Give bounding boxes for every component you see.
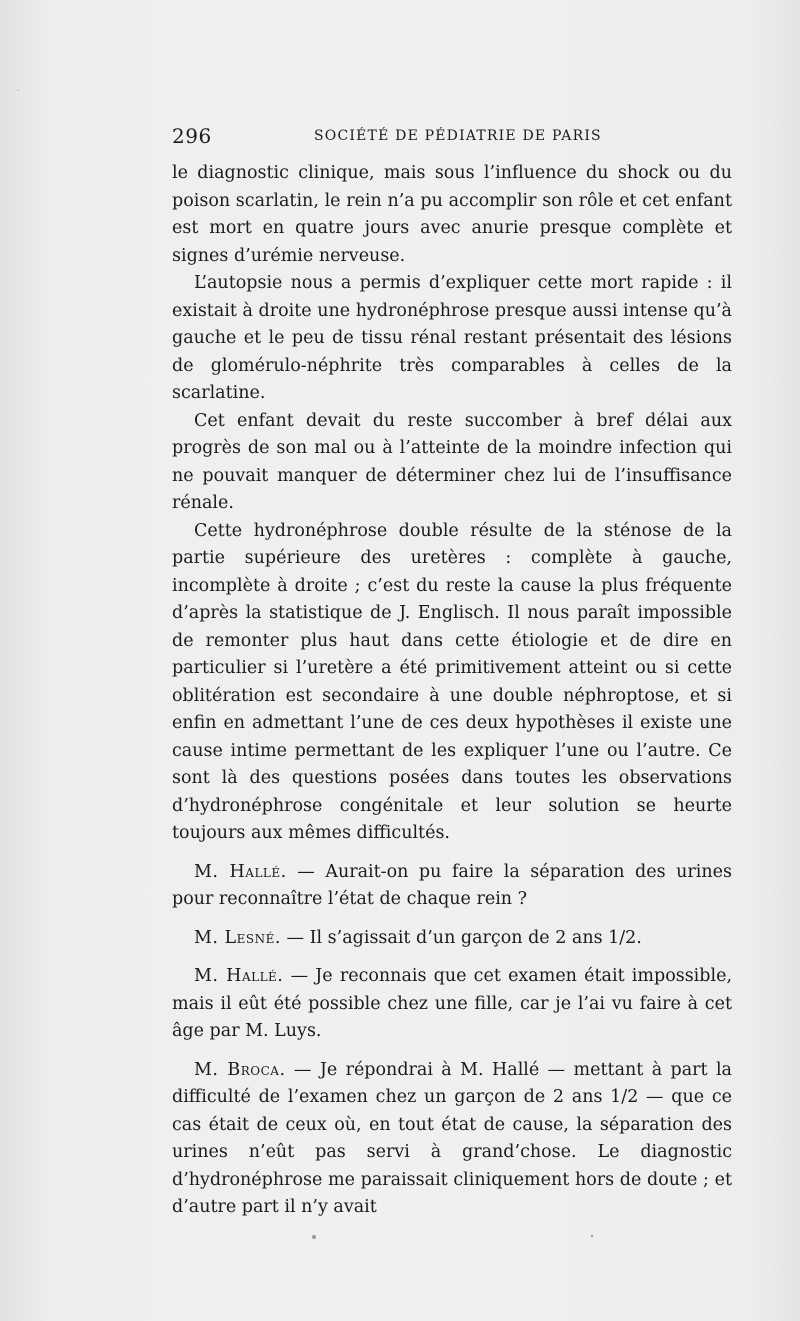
running-head: SOCIÉTÉ DE PÉDIATRIE DE PARIS: [314, 128, 602, 144]
discussion-broca: [172, 1057, 732, 1222]
speaker-name: M. Lesné.: [194, 927, 281, 948]
paragraph-1: le diagnostic clinique, mais sous l’influence du shock ou du poison scarlatin, le rein n’a pu accomplir son rôle et cet enfant est mort en quatre jours avec anurie presque complète et signes d’urémie nerveuse.: [172, 163, 732, 266]
paragraph-4: Cette hydronéphrose double résulte de la sténose de la partie supérieure des uretères : complète à gauche, incomplète à droite ; c’est du reste la cause la plus fréquente d’après la statistique de J. Englisch. Il nous paraît impossible de remonter plus haut dans cette étiologie et de dire en particulier si l’uretère a été primitivement atteint ou si cette oblitération est secondaire à une double néphroptose, et si enfin en admettant l’une de ces deux hypothèses il existe une cause intime permettant de les expliquer l’une ou l’autre. Ce sont là des questions posées dans toutes les observations d’hydronéphrose congénitale et leur solution se heurte toujours aux mêmes difficultés.: [172, 520, 732, 843]
paragraph-3: Cet enfant devait du reste succomber à bref délai aux progrès de son mal ou à l’atteinte de la moindre infection qui ne pouvait manquer de déterminer chez lui de l’insuffisance rénale.: [172, 410, 732, 513]
speech-text: — Je répondrai à M. Hallé — mettant à part la difficulté de l’examen chez un garçon de 2 ans 1/2 — que ce cas était de ceux où, en tout état de cause, la séparation des urines n’eût pas servi à grand’chose. Le diagnostic d’hydronéphrose me paraissait cliniquement hors de doute ; et d’autre part il n’y avait: [172, 1059, 732, 1217]
speech-text: — Aurait-on pu faire la séparation des urines pour reconnaître l’état de chaque rein ?: [172, 861, 732, 909]
speech-text: — Il s’agissait d’un garçon de 2 ans 1/2.: [280, 927, 642, 948]
speaker-name: M. Broca.: [194, 1059, 286, 1080]
page-body: [172, 160, 732, 1222]
page-number: 296: [172, 124, 212, 148]
speaker-name: M. Hallé.: [194, 966, 284, 986]
discussion-halle-1: [172, 859, 732, 914]
speaker-name: M. Hallé.: [194, 861, 287, 882]
speech-text: — Je reconnais que cet examen était impossible, mais il eût été possible chez une fille, car je l’ai vu faire à cet âge par M. Luys.: [172, 966, 733, 1041]
discussion-lesne: [172, 925, 732, 953]
page-header: [172, 124, 732, 154]
paragraph-2: L’autopsie nous a permis d’expliquer cette mort rapide : il existait à droite une hydronéphrose presque aussi intense qu’à gauche et le peu de tissu rénal restant présentait des lésions de glomérulo-néphrite très comparables à celles de la scarlatine.: [172, 273, 732, 403]
discussion-halle-2: [172, 963, 732, 1046]
